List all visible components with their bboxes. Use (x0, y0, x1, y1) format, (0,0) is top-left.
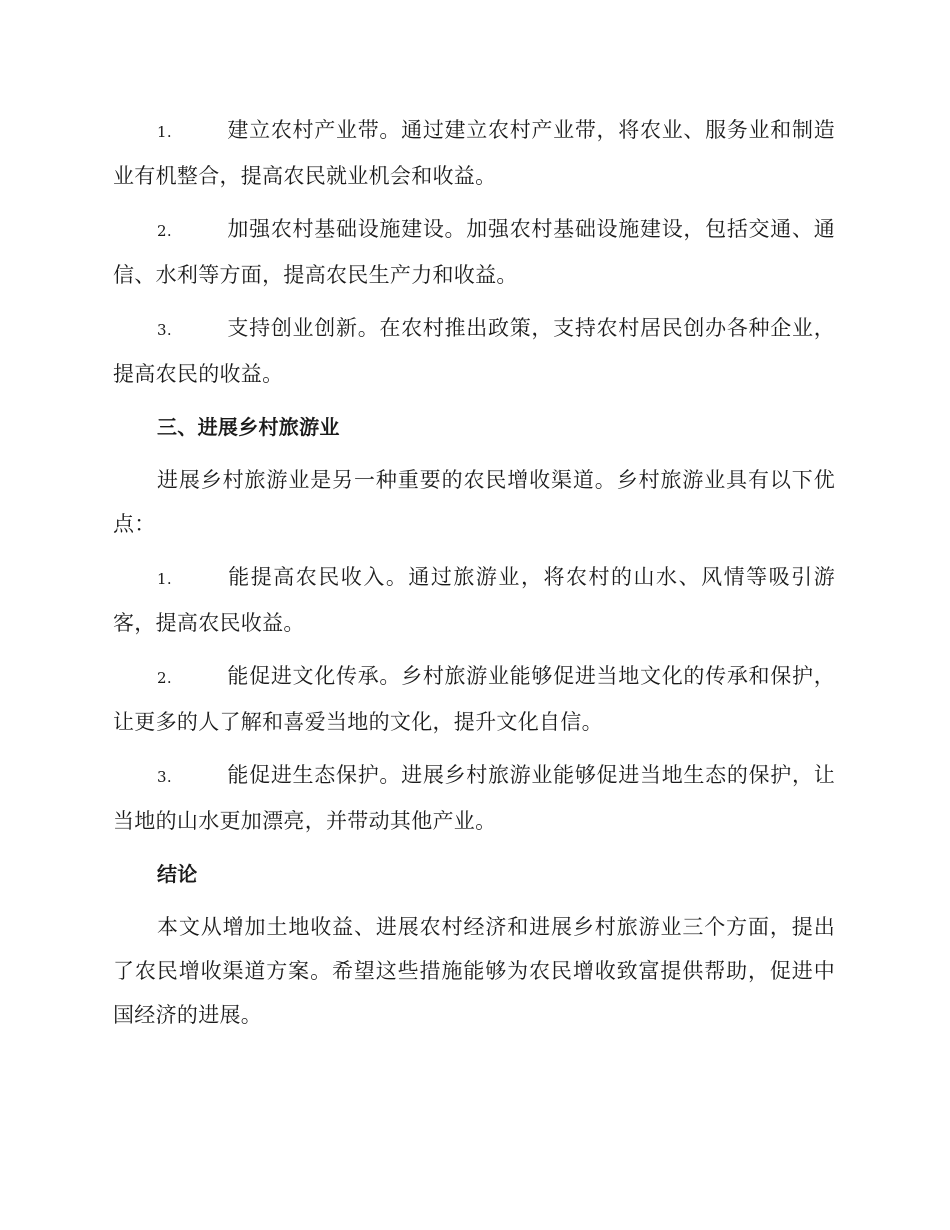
list-number: 3. (157, 321, 172, 339)
list-number: 3. (157, 768, 172, 786)
list-item (113, 306, 835, 396)
list-number: 1. (157, 570, 172, 588)
conclusion-heading: 结论 (157, 862, 198, 886)
list-text: 能促进生态保护。进展乡村旅游业能够促进当地生态的保护，让当地的山水更加漂亮，并带动其他产业。 (113, 763, 835, 833)
list-item (113, 654, 835, 744)
list-item (113, 207, 835, 297)
list-item (113, 108, 835, 198)
list-text: 能促进文化传承。乡村旅游业能够促进当地文化的传承和保护，让更多的人了解和喜爱当地的文化，提升文化自信。 (113, 664, 835, 734)
list-number: 2. (157, 669, 172, 687)
list-text: 建立农村产业带。通过建立农村产业带，将农业、服务业和制造业有机整合，提高农民就业机会和收益。 (113, 118, 835, 188)
list-number: 2. (157, 222, 172, 240)
list-text: 支持创业创新。在农村推出政策，支持农村居民创办各种企业，提高农民的收益。 (113, 316, 835, 386)
list-number: 1. (157, 123, 172, 141)
list-item (113, 555, 835, 645)
section-heading: 三、进展乡村旅游业 (157, 415, 340, 439)
conclusion-paragraph: 本文从增加土地收益、进展农村经济和进展乡村旅游业三个方面，提出了农民增收渠道方案。希望这些措施能够为农民增收致富提供帮助，促进中国经济的进展。 (113, 915, 835, 1027)
body-paragraph: 进展乡村旅游业是另一种重要的农民增收渠道。乡村旅游业具有以下优点： (113, 468, 835, 536)
document-body (113, 108, 835, 1046)
list-item (113, 753, 835, 843)
list-text: 加强农村基础设施建设。加强农村基础设施建设，包括交通、通信、水利等方面，提高农民生产力和收益。 (113, 217, 835, 287)
list-text: 能提高农民收入。通过旅游业，将农村的山水、风情等吸引游客，提高农民收益。 (113, 565, 835, 635)
